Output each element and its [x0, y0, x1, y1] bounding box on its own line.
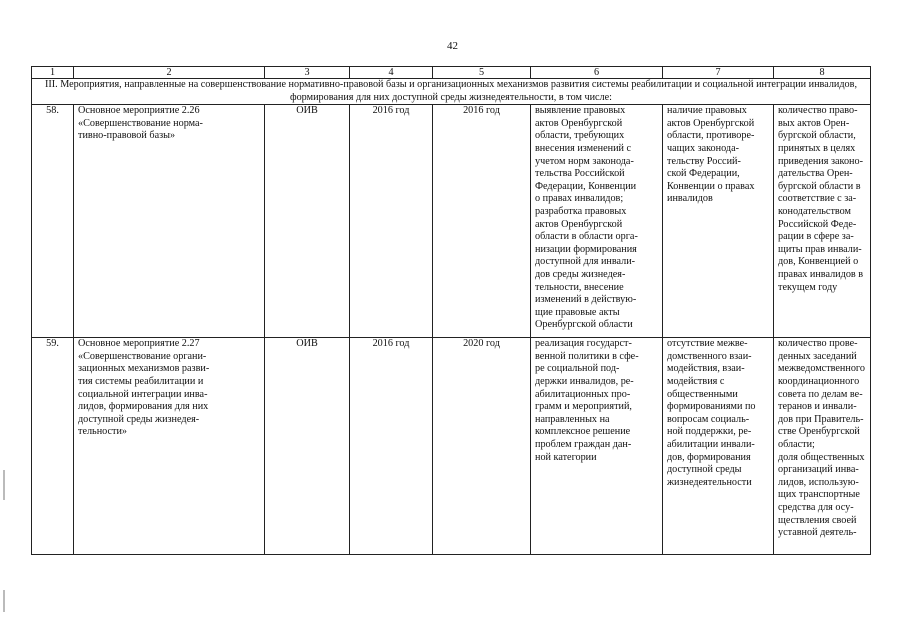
- column-header: 2: [74, 67, 265, 79]
- column-header: 7: [663, 67, 774, 79]
- end-year-cell: 2016 год: [433, 105, 531, 338]
- indicator-cell: количество прове- денных заседаний межведомственного координационного совета по делам ве- теранов и инвали- дов при Правитель- стве Оренбургской области; доля общественных организаций инва- лидов, использую- щих транспортные средства для осу- ществления своей уставной деятель-: [774, 338, 871, 555]
- column-header: 1: [32, 67, 74, 79]
- scan-artifact: [3, 470, 5, 500]
- expected-result-cell: реализация государст- венной политики в сфе- ре социальной под- держки инвалидов, ре- абилитационных про- грамм и мероприятий, направленных на комплексное решение проблем граждан дан- ной категории: [531, 338, 663, 555]
- section-row: [32, 79, 871, 105]
- measure-name: Основное мероприятие 2.26 «Совершенствование норма- тивно-правовой базы»: [74, 105, 265, 338]
- column-header: 6: [531, 67, 663, 79]
- row-number: 59.: [32, 338, 74, 555]
- row-number: 58.: [32, 105, 74, 338]
- table-row: [32, 338, 871, 555]
- column-header: 3: [265, 67, 350, 79]
- start-year-cell: 2016 год: [350, 105, 433, 338]
- column-header: 8: [774, 67, 871, 79]
- consequences-cell: отсутствие межве- домственного взаи- модействия, взаи- модействия с общественными формированиями по вопросам социаль- ной поддержки, ре- абилитации инвали- дов, формирования доступной среды жизнедеятельности: [663, 338, 774, 555]
- scan-artifact: [3, 590, 5, 612]
- measures-table: [31, 66, 871, 555]
- table-row: [32, 105, 871, 338]
- executor-cell: ОИВ: [265, 338, 350, 555]
- page-number: 42: [447, 40, 458, 52]
- start-year-cell: 2016 год: [350, 338, 433, 555]
- consequences-cell: наличие правовых актов Оренбургской области, противоре- чащих законода- тельству Россий- ской Федерации, Конвенции о правах инвалидов: [663, 105, 774, 338]
- column-number-row: [32, 67, 871, 79]
- column-header: 4: [350, 67, 433, 79]
- indicator-cell: количество право- вых актов Орен- бургской области, принятых в целях приведения законо- дательства Орен- бургской области в соответствие с за- конодательством Российской Феде- рации в сфере за- щиты прав инвали- дов, Конвенцией о правах инвалидов в текущем году: [774, 105, 871, 338]
- end-year-cell: 2020 год: [433, 338, 531, 555]
- expected-result-cell: выявление правовых актов Оренбургской области, требующих внесения изменений с учетом норм законода- тельства Российской Федерации, Конвенции о правах инвалидов; разработка правовых актов Оренбургской области в области орга- низации формирования доступной для инвали- дов среды жизнедея- тельности, внесение изменений в действую- щие правовые акты Оренбургской области: [531, 105, 663, 338]
- column-header: 5: [433, 67, 531, 79]
- measure-name: Основное мероприятие 2.27 «Совершенствование органи- зационных механизмов разви- тия системы реабилитации и социальной интеграции инва- лидов, формирования для них доступной среды жизнедея- тельности»: [74, 338, 265, 555]
- executor-cell: ОИВ: [265, 105, 350, 338]
- section-title: III. Мероприятия, направленные на совершенствование нормативно-правовой базы и организационных механизмов развития системы реабилитации и социальной интеграции инвалидов, формирования для них доступной среды жизнедеятельности, в том числе:: [32, 79, 871, 105]
